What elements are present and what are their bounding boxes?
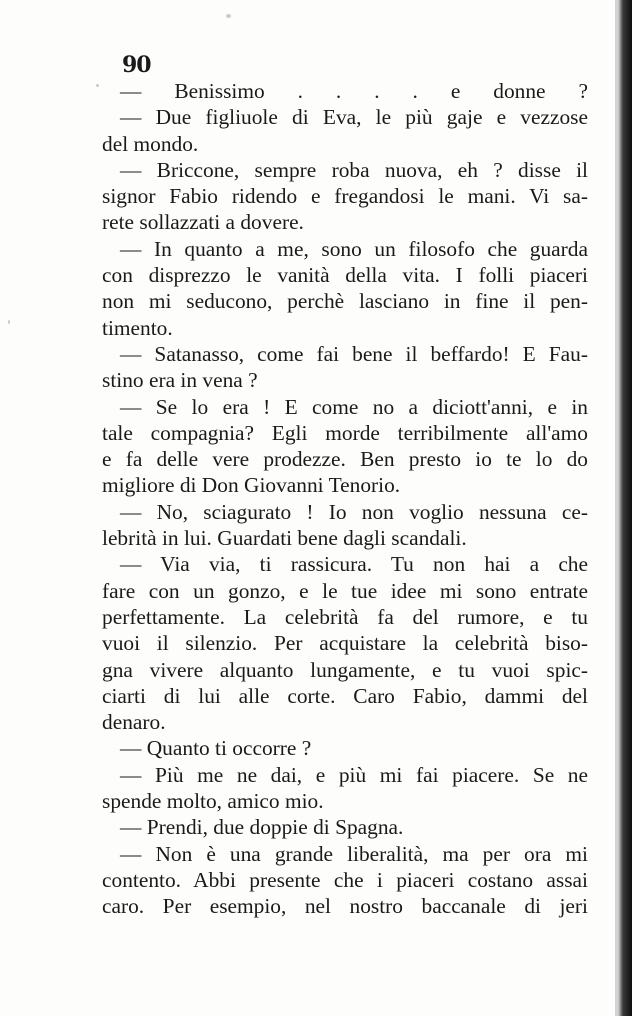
text-line: perfettamente. La celebrità fa del rumore, e tu: [102, 604, 588, 629]
paper-speck: [96, 84, 99, 87]
text-line: tale compagnia? Egli morde terribilmente all'amo: [102, 420, 588, 445]
text-line: — No, sciagurato ! Io non voglio nessuna ce-: [120, 499, 588, 524]
text-line: del mondo.: [102, 131, 199, 156]
paper-speck: [8, 320, 10, 324]
text-line: — Satanasso, come fai bene il beffardo! E Fau-: [120, 341, 588, 366]
text-line: e fa delle vere prodezze. Ben presto io te lo do: [102, 447, 588, 472]
text-line: — Se lo era ! E come no a diciott'anni, e in: [120, 394, 588, 419]
text-line: spende molto, amico mio.: [102, 789, 324, 814]
text-line: — Prendi, due doppie di Spagna.: [120, 815, 404, 840]
text-line: contento. Abbi presente che i piaceri costano assai: [102, 867, 588, 892]
text-line: gna vivere alquanto lungamente, e tu vuoi spic-: [102, 657, 588, 682]
text-line: rete sollazzati a dovere.: [102, 210, 304, 235]
book-spine: [618, 0, 632, 1016]
text-line: denaro.: [102, 710, 166, 735]
text-line: timento.: [102, 315, 173, 340]
text-line: lebrità in lui. Guardati bene dagli scandali.: [102, 526, 467, 551]
text-line: ciarti di lui alle corte. Caro Fabio, dammi del: [102, 683, 588, 708]
text-line: — Non è una grande liberalità, ma per ora mi: [120, 841, 588, 866]
text-line: — In quanto a me, sono un filosofo che guarda: [120, 236, 588, 261]
text-line: signor Fabio ridendo e fregandosi le mani. Vi sa-: [102, 184, 588, 209]
text-line: — Quanto ti occorre ?: [120, 736, 312, 761]
text-line: caro. Per esempio, nel nostro baccanale di jeri: [102, 894, 588, 919]
text-line: non mi seducono, perchè lasciano in fine il pen-: [102, 289, 588, 314]
text-line: — Briccone, sempre roba nuova, eh ? disse il: [120, 157, 588, 182]
paper-speck: [226, 14, 231, 18]
text-line: — Due figliuole di Eva, le più gaje e vezzose: [120, 105, 588, 130]
text-line: — Più me ne dai, e più mi fai piacere. Se ne: [120, 762, 588, 787]
text-line: — Benissimo . . . . e donne ?: [120, 79, 588, 103]
page-number: 90: [122, 52, 151, 78]
text-line: con disprezzo le vanità della vita. I folli piaceri: [102, 263, 588, 288]
body-text: [102, 78, 588, 920]
text-line: fare con un gonzo, e le tue idee mi sono entrate: [102, 578, 588, 603]
text-line: migliore di Don Giovanni Tenorio.: [102, 473, 401, 498]
text-line: — Via via, ti rassicura. Tu non hai a che: [120, 552, 588, 577]
text-line: stino era in vena ?: [102, 368, 258, 393]
text-line: vuoi il silenzio. Per acquistare la celebrità biso-: [102, 631, 588, 656]
